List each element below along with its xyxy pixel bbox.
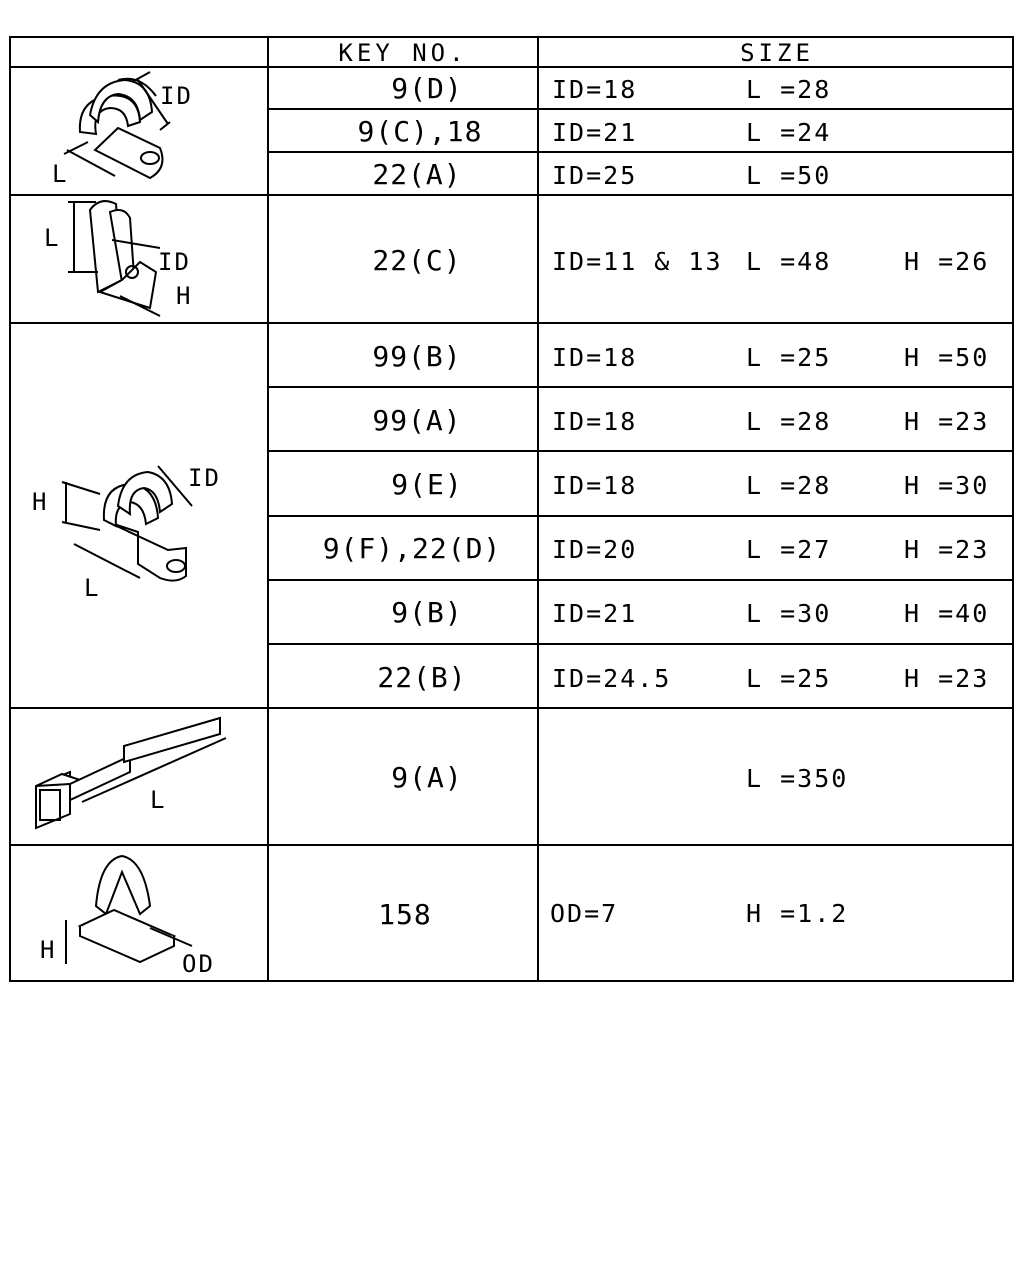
cable-tie-icon	[36, 718, 226, 828]
size-h: H =30	[904, 471, 990, 500]
key-cell: 9(E)	[391, 468, 463, 501]
size-l: L =27	[746, 535, 832, 564]
size-id: ID=18	[552, 407, 638, 436]
raised-p-clamp-icon	[62, 466, 192, 581]
key-cell: 99(B)	[372, 340, 462, 373]
upright-clamp-icon	[68, 201, 160, 316]
size-h: H =40	[904, 599, 990, 628]
size-l: L =28	[746, 471, 832, 500]
dim-label: ID	[188, 464, 221, 492]
size-h: H =23	[904, 664, 990, 693]
dim-label: L	[84, 574, 101, 602]
size-h: H =23	[904, 535, 990, 564]
size-l: L =48	[746, 247, 832, 276]
key-column	[323, 72, 502, 931]
key-cell: 99(A)	[372, 404, 462, 437]
key-cell: 22(C)	[372, 244, 462, 277]
size-l: L =28	[746, 407, 832, 436]
p-clamp-icon	[64, 72, 170, 178]
dim-label: L	[150, 786, 167, 814]
dim-label: H	[176, 282, 193, 310]
key-cell: 158	[378, 898, 432, 931]
size-id: ID=18	[552, 75, 638, 104]
size-id: ID=25	[552, 161, 638, 190]
size-id: ID=11 & 13	[552, 247, 723, 276]
key-cell: 9(B)	[391, 596, 463, 629]
size-h: H =1.2	[746, 899, 849, 928]
size-column	[550, 75, 989, 928]
size-h: H =23	[904, 407, 990, 436]
size-l: L =350	[746, 764, 849, 793]
size-id: ID=18	[552, 471, 638, 500]
size-id: ID=24.5	[552, 664, 672, 693]
size-l: L =50	[746, 161, 832, 190]
size-l: L =30	[746, 599, 832, 628]
dim-label: H	[40, 936, 57, 964]
size-l: L =25	[746, 664, 832, 693]
header-key-no: KEY NO.	[338, 39, 468, 67]
size-h: H =26	[904, 247, 990, 276]
size-h: H =50	[904, 343, 990, 372]
key-cell: 9(C),18	[357, 115, 483, 148]
key-cell: 22(B)	[377, 661, 467, 694]
header-size: SIZE	[740, 39, 814, 67]
push-clip-icon	[66, 856, 192, 964]
key-cell: 9(D)	[391, 72, 463, 105]
dim-label: L	[44, 224, 61, 252]
size-od: OD=7	[550, 899, 619, 928]
size-id: ID=21	[552, 599, 638, 628]
key-cell: 9(A)	[391, 761, 463, 794]
key-cell: 22(A)	[372, 158, 462, 191]
size-l: L =25	[746, 343, 832, 372]
dim-label: OD	[182, 950, 215, 978]
dim-label: ID	[160, 82, 193, 110]
size-l: L =24	[746, 118, 832, 147]
dim-label: ID	[158, 248, 191, 276]
size-id: ID=20	[552, 535, 638, 564]
dim-label: L	[52, 160, 69, 188]
size-l: L =28	[746, 75, 832, 104]
dim-label: H	[32, 488, 49, 516]
size-id: ID=18	[552, 343, 638, 372]
size-id: ID=21	[552, 118, 638, 147]
key-cell: 9(F),22(D)	[322, 532, 502, 565]
